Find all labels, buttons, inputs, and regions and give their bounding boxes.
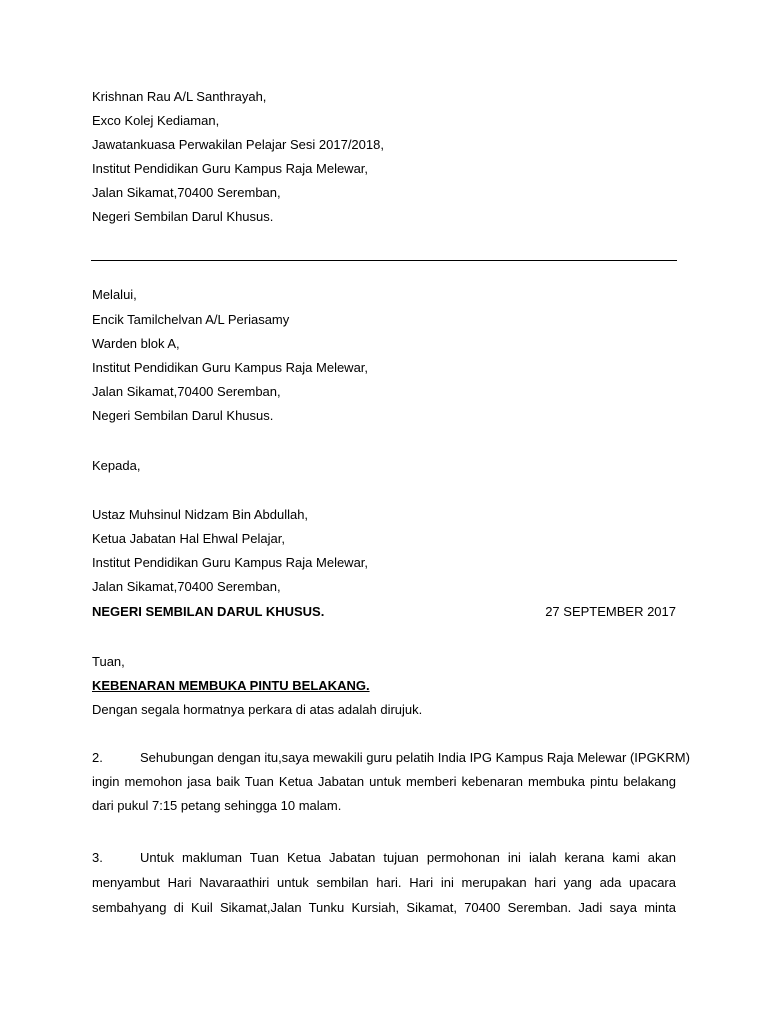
- via-institution: Institut Pendidikan Guru Kampus Raja Melewar,: [92, 360, 369, 375]
- sender-role: Exco Kolej Kediaman,: [92, 113, 220, 128]
- paragraph-line: sembahyang di Kuil Sikamat,Jalan Tunku Kursiah, Sikamat, 70400 Seremban. Jadi saya minta: [92, 900, 676, 915]
- via-role: Warden blok A,: [92, 336, 180, 351]
- via-state: Negeri Sembilan Darul Khusus.: [92, 408, 274, 423]
- header-divider: [91, 260, 677, 261]
- via-label: Melalui,: [92, 287, 137, 302]
- sender-institution: Institut Pendidikan Guru Kampus Raja Melewar,: [92, 161, 369, 176]
- recipient-state: NEGERI SEMBILAN DARUL KHUSUS.: [92, 604, 325, 619]
- sender-state: Negeri Sembilan Darul Khusus.: [92, 209, 274, 224]
- via-name: Encik Tamilchelvan A/L Periasamy: [92, 312, 290, 327]
- sender-name: Krishnan Rau A/L Santhrayah,: [92, 89, 267, 104]
- paragraph-3: [92, 850, 676, 916]
- paragraph-line: dari pukul 7:15 petang sehingga 10 malam.: [92, 798, 342, 813]
- recipient-role: Ketua Jabatan Hal Ehwal Pelajar,: [92, 531, 285, 546]
- sender-street: Jalan Sikamat,70400 Seremban,: [92, 185, 281, 200]
- sender-committee: Jawatankuasa Perwakilan Pelajar Sesi 2017/2018,: [92, 137, 384, 152]
- via-street: Jalan Sikamat,70400 Seremban,: [92, 384, 281, 399]
- paragraph-number: 2.: [92, 750, 103, 765]
- recipient-institution: Institut Pendidikan Guru Kampus Raja Melewar,: [92, 555, 369, 570]
- reference-line: Dengan segala hormatnya perkara di atas adalah dirujuk.: [92, 702, 423, 717]
- paragraph-line: 3. Untuk makluman Tuan Ketua Jabatan tujuan permohonan ini ialah kerana kami akan: [92, 850, 676, 865]
- salutation: Tuan,: [92, 654, 125, 669]
- paragraph-line: ingin memohon jasa baik Tuan Ketua Jabatan untuk memberi kebenaran membuka pintu belakang: [92, 774, 676, 789]
- letter-date: 27 SEPTEMBER 2017: [545, 604, 676, 619]
- paragraph-line: menyambut Hari Navaraathiri untuk sembilan hari. Hari ini merupakan hari yang ada upacara: [92, 875, 676, 890]
- paragraph-line: 2. Sehubungan dengan itu,saya mewakili guru pelatih India IPG Kampus Raja Melewar (IPGKRM): [92, 750, 690, 765]
- paragraph-number: 3.: [92, 850, 103, 865]
- subject-heading: KEBENARAN MEMBUKA PINTU BELAKANG.: [92, 678, 370, 693]
- paragraph-2: [92, 750, 690, 814]
- recipient-name: Ustaz Muhsinul Nidzam Bin Abdullah,: [92, 507, 309, 522]
- recipient-street: Jalan Sikamat,70400 Seremban,: [92, 579, 281, 594]
- recipient-label: Kepada,: [92, 458, 141, 473]
